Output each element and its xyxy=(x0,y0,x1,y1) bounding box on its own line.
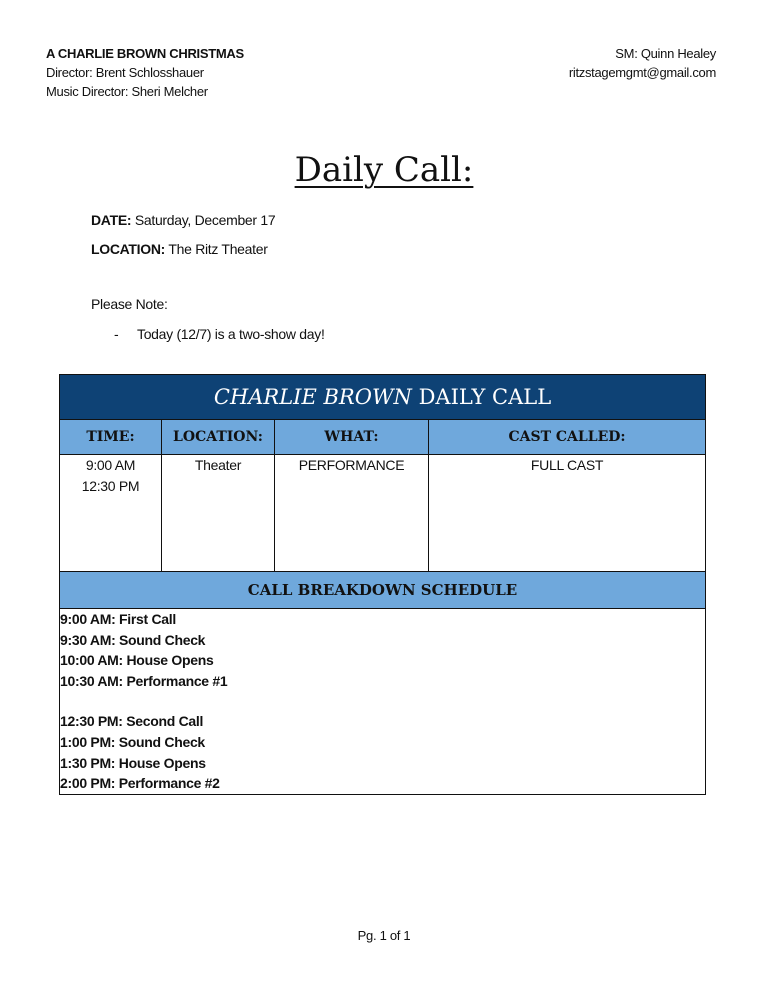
show-title: A CHARLIE BROWN CHRISTMAS xyxy=(46,46,244,61)
date-line xyxy=(91,212,275,228)
schedule-item: 9:30 AM: Sound Check xyxy=(60,631,206,648)
col-header-what: WHAT: xyxy=(275,420,429,455)
note-dash: - xyxy=(114,326,119,342)
cell-location: Theater xyxy=(162,455,275,572)
cell-time xyxy=(60,455,162,572)
time-1: 9:00 AM xyxy=(85,457,136,473)
location-label: LOCATION: xyxy=(91,241,166,257)
page-number: Pg. 1 of 1 xyxy=(357,928,411,943)
schedule-item: 1:30 PM: House Opens xyxy=(60,754,206,771)
time-2: 12:30 PM xyxy=(81,478,140,494)
location-value: The Ritz Theater xyxy=(168,241,268,257)
director: Director: Brent Schlosshauer xyxy=(46,65,204,80)
schedule-gap xyxy=(60,691,705,711)
breakdown-schedule xyxy=(60,609,706,795)
location-line xyxy=(91,241,268,257)
header-left xyxy=(46,44,244,101)
header-right xyxy=(569,44,716,82)
schedule-item: 12:30 PM: Second Call xyxy=(60,713,204,730)
note-label: Please Note: xyxy=(91,296,168,312)
banner-rest: DAILY CALL xyxy=(411,385,552,409)
music-director: Music Director: Sheri Melcher xyxy=(46,84,208,99)
breakdown-title: CALL BREAKDOWN SCHEDULE xyxy=(60,572,706,609)
col-header-time: TIME: xyxy=(60,420,162,455)
stage-manager: SM: Quinn Healey xyxy=(615,46,716,61)
schedule-item: 10:00 AM: House Opens xyxy=(60,652,214,669)
cell-what: PERFORMANCE xyxy=(275,455,429,572)
schedule-item: 9:00 AM: First Call xyxy=(60,611,176,627)
schedule-item: 2:00 PM: Performance #2 xyxy=(60,775,220,792)
schedule-item: 10:30 AM: Performance #1 xyxy=(60,672,228,689)
page-title: Daily Call: xyxy=(294,150,474,190)
date-value: Saturday, December 17 xyxy=(134,212,276,228)
contact-email: ritzstagemgmt@gmail.com xyxy=(568,65,716,80)
note-item xyxy=(114,326,325,342)
note-text: Today (12/7) is a two-show day! xyxy=(137,326,325,342)
col-header-location: LOCATION: xyxy=(162,420,275,455)
table-row xyxy=(60,455,706,572)
schedule-item: 1:00 PM: Sound Check xyxy=(60,733,205,750)
date-label: DATE: xyxy=(91,212,132,228)
table-banner xyxy=(60,375,706,420)
cell-cast: FULL CAST xyxy=(429,455,706,572)
col-header-cast: CAST CALLED: xyxy=(429,420,706,455)
daily-call-table xyxy=(59,374,706,795)
banner-italic: CHARLIE BROWN xyxy=(213,385,412,409)
